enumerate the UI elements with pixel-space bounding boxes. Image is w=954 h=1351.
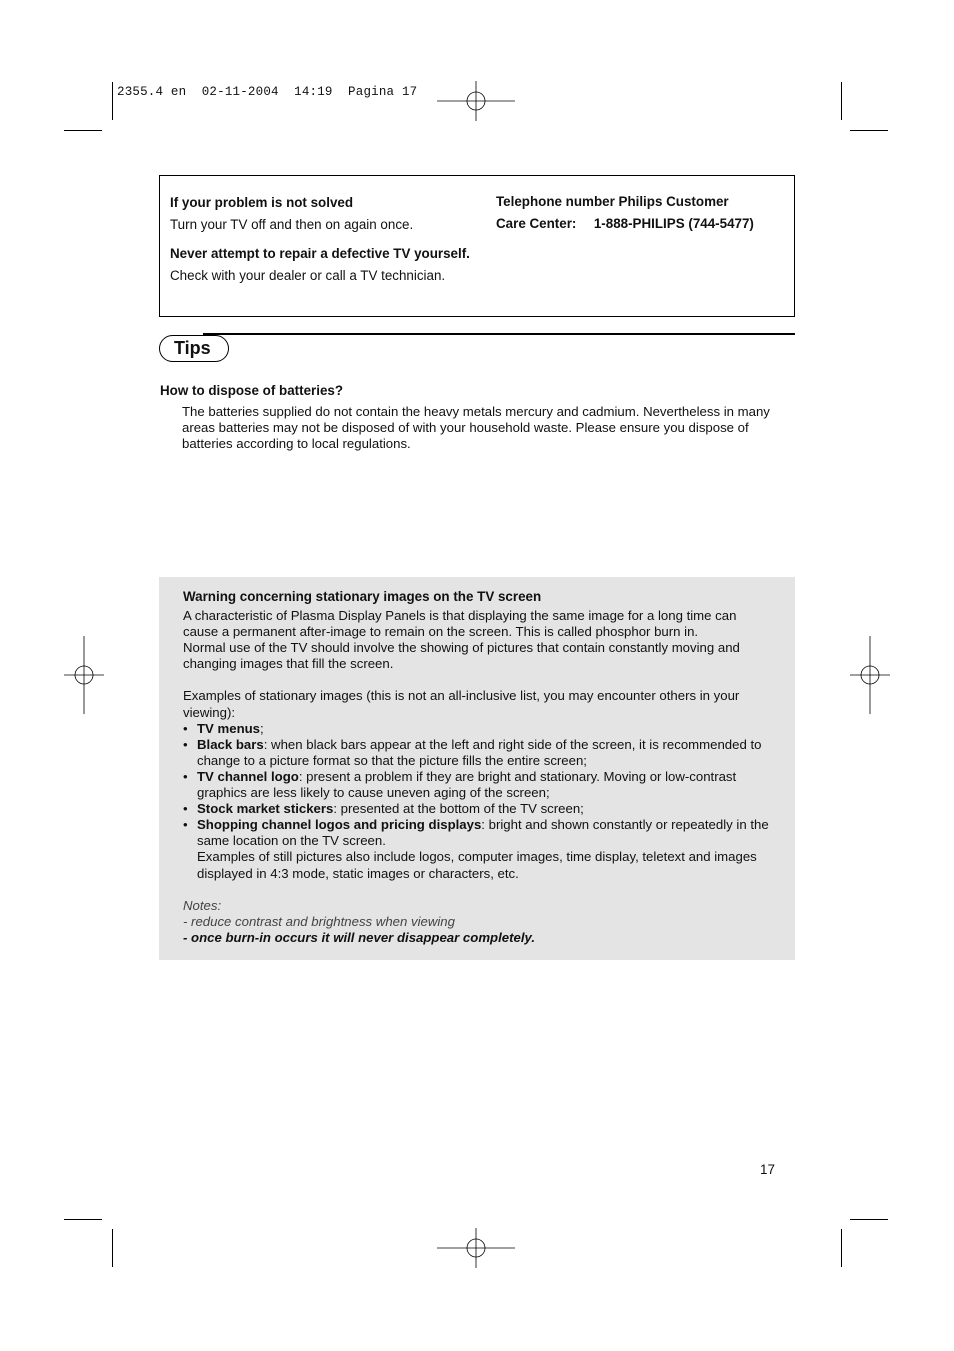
phone-number: 1-888-PHILIPS (744-5477) (593, 216, 754, 231)
registration-mark-top (437, 81, 517, 121)
stationary-images-warning (159, 577, 795, 960)
notes-label: Notes: (183, 897, 222, 913)
list-item: • Stock market stickers: presented at the bottom of the TV screen; (183, 801, 769, 817)
registration-mark-bottom (437, 1228, 517, 1268)
phone-line-1: Telephone number Philips Customer (496, 194, 729, 209)
repair-title: Never attempt to repair a defective TV yourself. (170, 246, 470, 261)
list-item: • Black bars: when black bars appear at the left and right side of the screen, it is recommended to change to a picture format so that the picture fills the entire screen; (183, 737, 769, 769)
troubleshooting-box (159, 175, 795, 317)
tips-heading: Tips (159, 335, 229, 362)
dispose-batteries-text: The batteries supplied do not contain the heavy metals mercury and cadmium. Nevertheless in many areas batteries may not be disposed of with your household waste. Please ensure you dispose of batteries according to local regulations. (182, 404, 770, 452)
tips-rule (203, 333, 795, 335)
problem-title: If your problem is not solved (170, 195, 354, 210)
registration-mark-left (64, 636, 104, 714)
customer-care-column (496, 191, 786, 235)
list-item: • TV menus; (183, 721, 769, 737)
examples-list (183, 721, 769, 882)
care-center-label: Care Center: (496, 216, 577, 231)
note-reduce-contrast: - reduce contrast and brightness when viewing (183, 913, 455, 929)
print-header: 2355.4 en 02-11-2004 14:19 Pagina 17 (117, 85, 418, 99)
examples-intro: Examples of stationary images (this is not an all-inclusive list, you may encounter others in your viewing): (183, 688, 740, 720)
list-item: • Shopping channel logos and pricing displays: bright and shown constantly or repeatedly in the same location on the TV screen. Examples of still pictures also include logos, computer images, time display, teletext and images displayed in 4:3 mode, static images or characters, etc. (183, 817, 769, 881)
phone-line-2 (496, 213, 786, 235)
note-burn-in: - once burn-in occurs it will never disappear completely. (183, 929, 535, 945)
problem-text: Turn your TV off and then on again once. (170, 217, 414, 232)
list-item: • TV channel logo: present a problem if they are bright and stationary. Moving or low-contrast graphics are less likely to cause uneven aging of the screen; (183, 769, 769, 801)
still-pictures-text: Examples of still pictures also include logos, computer images, time display, teletext and images displayed in 4:3 mode, static images or characters, etc. (197, 849, 757, 881)
page-number: 17 (760, 1162, 775, 1177)
troubleshooting-left-column (170, 194, 470, 284)
repair-text: Check with your dealer or call a TV technician. (170, 268, 446, 283)
dispose-batteries-title: How to dispose of batteries? (160, 383, 344, 398)
warning-paragraph-1: A characteristic of Plasma Display Panels is that displaying the same image for a long time can cause a permanent after-image to remain on the screen. This is called phosphor burn in. (183, 608, 737, 640)
registration-mark-right (850, 636, 890, 714)
warning-title: Warning concerning stationary images on the TV screen (183, 589, 542, 604)
warning-paragraph-2: Normal use of the TV should involve the showing of pictures that contain constantly moving and changing images that fill the screen. (183, 640, 740, 672)
